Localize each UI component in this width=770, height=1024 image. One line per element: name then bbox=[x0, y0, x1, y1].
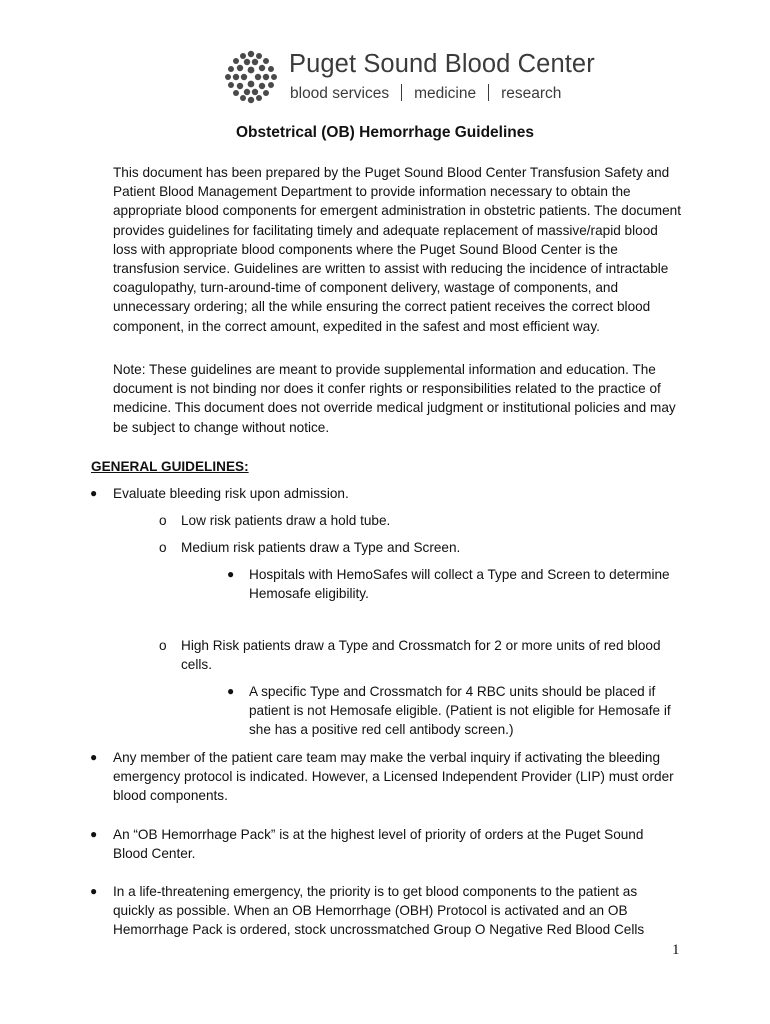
letterhead bbox=[222, 48, 595, 108]
bullet-icon: ● bbox=[227, 567, 235, 581]
list-item: Low risk patients draw a hold tube. bbox=[181, 513, 391, 528]
bullet-icon: ● bbox=[90, 827, 98, 841]
circle-bullet-icon: o bbox=[159, 513, 167, 528]
list-item: In a life-threatening emergency, the priority is to get blood components to the patient as quickly as possible. When an OB Hemorrhage (OBH) Protocol is activated and an OB Hemorrhage Pack is ordered, stock uncrossmatched Group O Negative Red Blood Cells bbox=[113, 884, 645, 938]
tagline-blood-services: blood services bbox=[290, 85, 390, 102]
list-item: Hospitals with HemoSafes will collect a Type and Screen to determine Hemosafe eligibility. bbox=[249, 567, 670, 602]
tagline-divider bbox=[401, 84, 402, 101]
list-item: Medium risk patients draw a Type and Screen. bbox=[181, 540, 461, 555]
circle-bullet-icon: o bbox=[159, 540, 167, 555]
blood-drop-cluster-logo-icon bbox=[222, 48, 280, 106]
note-paragraph: Note: These guidelines are meant to provide supplemental information and education. The document is not binding nor does it confer rights or responsibilities related to the practice of medicine. This document does not override medical judgment or institutional policies and may be subject to change without notice. bbox=[113, 362, 676, 435]
list-item: Evaluate bleeding risk upon admission. bbox=[113, 486, 349, 501]
tagline-medicine: medicine bbox=[414, 85, 477, 102]
page-number: 1 bbox=[672, 942, 680, 958]
tagline-research: research bbox=[501, 85, 562, 102]
bullet-icon: ● bbox=[90, 884, 98, 898]
tagline-divider bbox=[488, 84, 489, 101]
tagline bbox=[290, 84, 561, 103]
intro-paragraph: This document has been prepared by the Puget Sound Blood Center Transfusion Safety and Patient Blood Management Department to provide information necessary to obtain the appropriate blood components for emergent administration in obstetric patients. The document provides guidelines for facilitating timely and adequate replacement of massive/rapid blood loss with appropriate blood components where the Puget Sound Blood Center is the transfusion service. Guidelines are written to assist with reducing the incidence of intractable coagulopathy, turn-around-time of component delivery, wastage of components, and unnecessary ordering; all the while ensuring the correct patient receives the correct blood component, in the correct amount, expedited in the safest and most efficient way. bbox=[113, 165, 681, 334]
document-title: Obstetrical (OB) Hemorrhage Guidelines bbox=[235, 124, 534, 141]
organization-name: Puget Sound Blood Center bbox=[289, 50, 595, 78]
list-item: A specific Type and Crossmatch for 4 RBC units should be placed if patient is not Hemosafe eligible. (Patient is not eligible for Hemosafe if she has a positive red cell antibody screen.) bbox=[249, 684, 671, 738]
bullet-icon: ● bbox=[90, 750, 98, 764]
list-item: An “OB Hemorrhage Pack” is at the highest level of priority of orders at the Puget Sound Blood Center. bbox=[113, 827, 644, 862]
section-heading: GENERAL GUIDELINES: bbox=[91, 459, 249, 474]
circle-bullet-icon: o bbox=[159, 638, 167, 653]
bullet-icon: ● bbox=[227, 684, 235, 698]
bullet-icon: ● bbox=[90, 486, 98, 500]
list-item: Any member of the patient care team may make the verbal inquiry if activating the bleeding emergency protocol is indicated. However, a Licensed Independent Provider (LIP) must order blood components. bbox=[113, 750, 674, 804]
list-item: High Risk patients draw a Type and Crossmatch for 2 or more units of red blood cells. bbox=[181, 638, 661, 673]
